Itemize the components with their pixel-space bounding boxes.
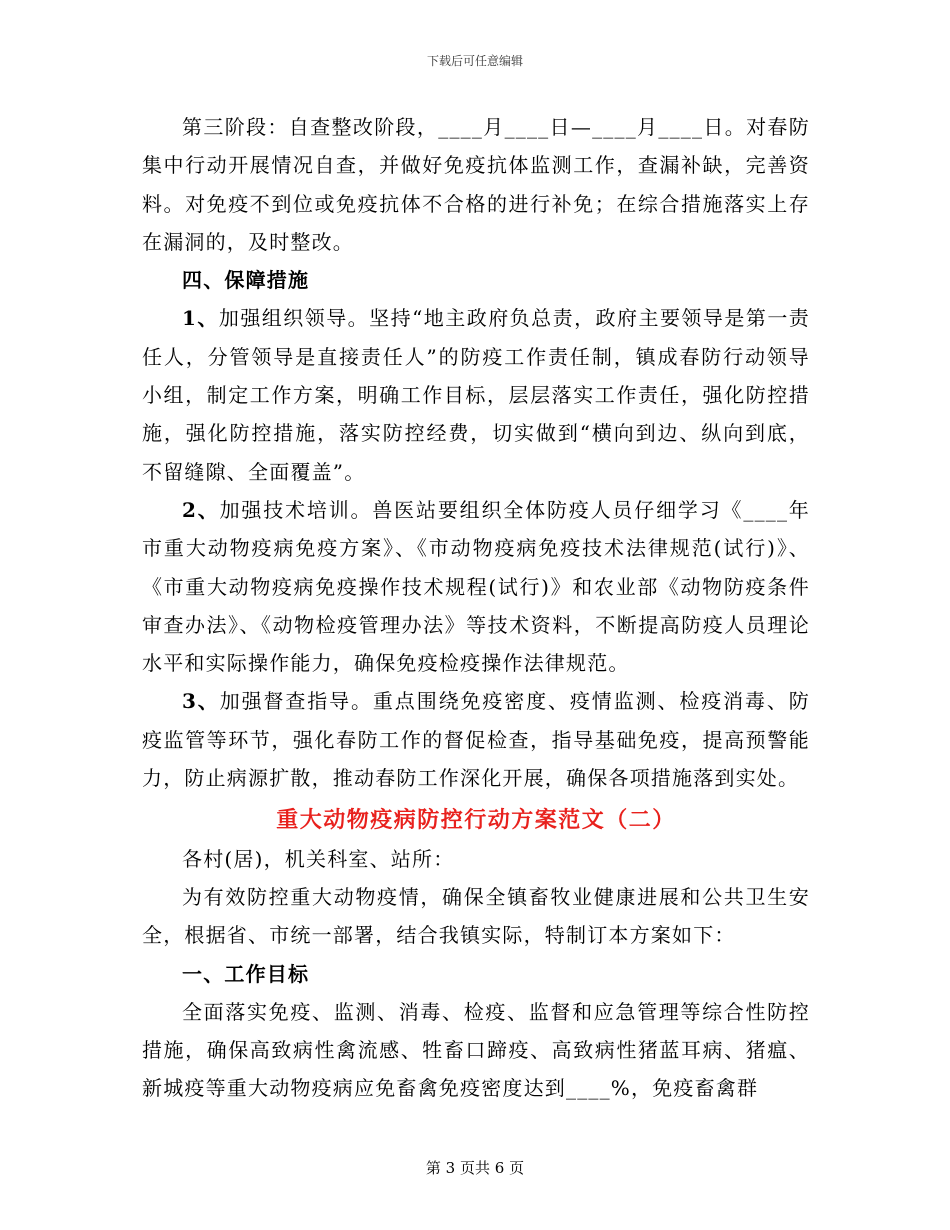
item-text: 加强组织领导。坚持“地主政府负总责，政府主要领导是第一责任人，分管领导是直接责任人”的防疫工作责任制，镇成春防行动领导小组，制定工作方案，明确工作目标，层层落实工作责任，强化防控措施，强化防控措施，落实防控经费，切实做到“横向到边、纵向到底，不留缝隙、全面覆盖”。 xyxy=(142,306,810,484)
page-footer: 第 3 页共 6 页 xyxy=(425,1159,525,1177)
section-heading-safeguards: 四、保障措施 xyxy=(182,268,310,293)
document-body xyxy=(142,108,810,1108)
item-text: 加强技术培训。兽医站要组织全体防疫人员仔细学习《____年市重大动物疫病免疫方案》、《市动物疫病免疫技术法律规范(试行)》、《市重大动物疫病免疫操作技术规程(试行)》和农业部《动物防疫条件审查办法》、《动物检疫管理办法》等技术资料，不断提高防疫人员理论水平和实际操作能力，确保免疫检疫操作法律规范。 xyxy=(142,497,810,676)
item-text: 加强督查指导。重点围绕免疫密度、疫情监测、检疫消毒、防疫监管等环节，强化春防工作的督促检查，指导基础免疫，提高预警能力，防止病源扩散，推动春防工作深化开展，确保各项措施落到实处。 xyxy=(142,689,810,791)
list-item-training xyxy=(142,491,810,682)
paragraph-goals: 全面落实免疫、监测、消毒、检疫、监督和应急管理等综合性防控措施，确保高致病性禽流感、牲畜口蹄疫、高致病性猪蓝耳病、猪瘟、新城疫等重大动物疫病应免畜禽免疫密度达到____%，免疫畜禽群 xyxy=(142,999,810,1101)
page-header: 下载后可任意编辑 xyxy=(426,54,523,68)
list-item-organization xyxy=(142,299,810,490)
document-title-two: 重大动物疫病防控行动方案范文（二） xyxy=(276,807,676,834)
item-number: 3、 xyxy=(182,689,220,714)
list-item-supervision xyxy=(142,682,810,797)
item-number: 2、 xyxy=(182,497,220,522)
section-heading-goals: 一、工作目标 xyxy=(182,961,310,986)
paragraph-stage-three: 第三阶段：自查整改阶段，____月____日—____月____日。对春防集中行动开展情况自查，并做好免疫抗体监测工作，查漏补缺，完善资料。对免疫不到位或免疫抗体不合格的进行补免；在综合措施落实上存在漏洞的，及时整改。 xyxy=(142,115,810,254)
salutation: 各村(居)，机关科室、站所： xyxy=(182,846,455,871)
paragraph-intro: 为有效防控重大动物疫情，确保全镇畜牧业健康进展和公共卫生安全，根据省、市统一部署，结合我镇实际，特制订本方案如下： xyxy=(142,884,810,948)
item-number: 1、 xyxy=(182,306,219,331)
